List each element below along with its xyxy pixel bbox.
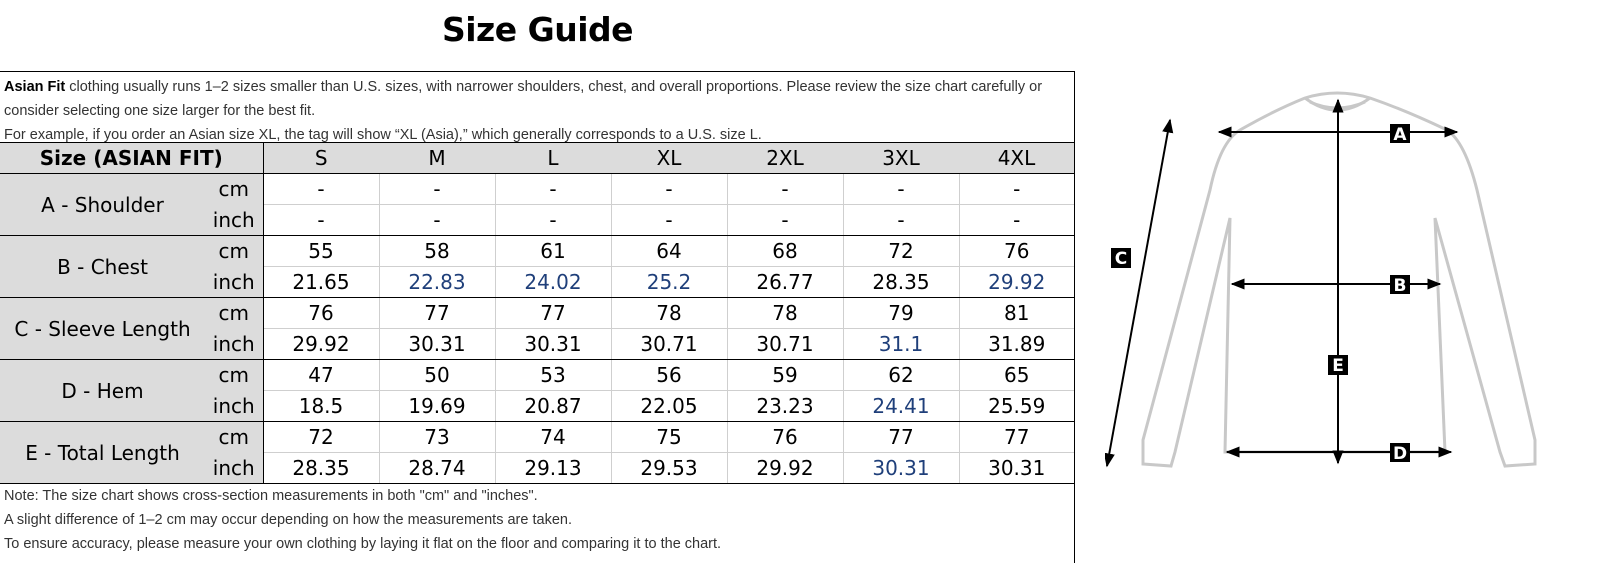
label-a: A [1393,125,1407,145]
table-cell: 76 [263,298,379,329]
unit-label: cm [205,360,263,391]
table-cell: 31.1 [843,329,959,360]
size-header-label: Size (ASIAN FIT) [0,143,263,174]
table-cell: 77 [379,298,495,329]
size-col-m: M [379,143,495,174]
note-line: Note: The size chart shows cross-section measurements in both "cm" and "inches". [4,488,538,504]
table-cell: 24.41 [843,391,959,422]
table-cell: 58 [379,236,495,267]
unit-label: cm [205,298,263,329]
table-cell: 72 [263,422,379,453]
table-cell: 29.92 [727,453,843,484]
table-cell: 61 [495,236,611,267]
label-e: E [1332,356,1344,376]
table-cell: - [843,174,959,205]
measurement-label: D - Hem [0,360,205,422]
size-col-4xl: 4XL [959,143,1074,174]
label-c: C [1114,249,1128,269]
intro-line-1: clothing usually runs 1–2 sizes smaller than U.S. sizes, with narrower shoulders, chest, and overall proportions. Please review the size chart carefully or [65,79,1043,95]
sweater-measurement-diagram [1105,80,1585,563]
size-guide-panel [0,71,1075,563]
table-cell: 31.89 [959,329,1074,360]
table-cell: 20.87 [495,391,611,422]
table-cell: 21.65 [263,267,379,298]
table-row [0,236,1074,267]
table-cell: - [611,174,727,205]
table-cell: 24.02 [495,267,611,298]
intro-bold-lead: Asian Fit [4,79,66,95]
table-cell: - [495,174,611,205]
table-cell: 25.59 [959,391,1074,422]
table-cell: 79 [843,298,959,329]
note-line: To ensure accuracy, please measure your own clothing by laying it flat on the floor and comparing it to the chart. [4,536,722,552]
table-cell: 25.2 [611,267,727,298]
table-cell: - [959,205,1074,236]
table-cell: 22.83 [379,267,495,298]
intro-text [0,72,1074,142]
table-cell: 76 [727,422,843,453]
table-cell: 29.53 [611,453,727,484]
page-title: Size Guide [441,10,634,49]
size-col-l: L [495,143,611,174]
unit-label: cm [205,422,263,453]
table-cell: - [379,174,495,205]
table-cell: 23.23 [727,391,843,422]
table-cell: 77 [495,298,611,329]
table-cell: 73 [379,422,495,453]
table-cell: - [727,174,843,205]
size-table [0,142,1074,484]
unit-label: inch [205,267,263,298]
table-cell: 77 [959,422,1074,453]
table-cell: 59 [727,360,843,391]
table-cell: - [611,205,727,236]
table-row [0,422,1074,453]
table-cell: 29.92 [263,329,379,360]
table-cell: - [843,205,959,236]
table-cell: 30.31 [379,329,495,360]
table-cell: 28.35 [843,267,959,298]
table-cell: 78 [611,298,727,329]
size-col-3xl: 3XL [843,143,959,174]
table-cell: 29.92 [959,267,1074,298]
table-cell: - [959,174,1074,205]
measurement-label: E - Total Length [0,422,205,484]
table-cell: 26.77 [727,267,843,298]
size-col-xl: XL [611,143,727,174]
table-cell: 18.5 [263,391,379,422]
measurement-label: A - Shoulder [0,174,205,236]
table-cell: - [379,205,495,236]
table-cell: 64 [611,236,727,267]
label-d: D [1392,444,1408,464]
unit-label: inch [205,453,263,484]
table-cell: 22.05 [611,391,727,422]
intro-line-2: consider selecting one size larger for the best fit. [4,103,316,119]
table-cell: 47 [263,360,379,391]
table-cell: 30.31 [843,453,959,484]
table-cell: 30.71 [611,329,727,360]
unit-label: inch [205,391,263,422]
table-row [0,298,1074,329]
table-row [0,174,1074,205]
table-cell: 78 [727,298,843,329]
table-cell: 72 [843,236,959,267]
table-cell: 56 [611,360,727,391]
table-cell: 74 [495,422,611,453]
note-line: A slight difference of 1–2 cm may occur depending on how the measurements are taken. [4,512,572,528]
table-cell: 30.31 [959,453,1074,484]
table-cell: 28.74 [379,453,495,484]
table-cell: 77 [843,422,959,453]
table-cell: 29.13 [495,453,611,484]
table-cell: 28.35 [263,453,379,484]
unit-label: cm [205,236,263,267]
table-row [0,360,1074,391]
table-cell: 30.71 [727,329,843,360]
table-cell: 68 [727,236,843,267]
table-cell: 65 [959,360,1074,391]
label-b: B [1393,276,1407,296]
unit-label: cm [205,174,263,205]
table-cell: 30.31 [495,329,611,360]
measurement-label: B - Chest [0,236,205,298]
table-cell: - [263,174,379,205]
size-col-s: S [263,143,379,174]
table-cell: 75 [611,422,727,453]
size-header-row [0,143,1074,174]
table-cell: 76 [959,236,1074,267]
table-cell: 50 [379,360,495,391]
notes [0,484,1074,556]
measurement-label: C - Sleeve Length [0,298,205,360]
table-cell: 53 [495,360,611,391]
unit-label: inch [205,329,263,360]
table-cell: - [263,205,379,236]
table-cell: 81 [959,298,1074,329]
unit-label: inch [205,205,263,236]
table-cell: - [495,205,611,236]
size-col-2xl: 2XL [727,143,843,174]
table-cell: 62 [843,360,959,391]
table-cell: 55 [263,236,379,267]
table-cell: 19.69 [379,391,495,422]
measurement-badges [1111,124,1410,464]
table-cell: - [727,205,843,236]
intro-line-3: For example, if you order an Asian size XL, the tag will show “XL (Asia),” which generally corresponds to a U.S. size L. [4,127,762,143]
